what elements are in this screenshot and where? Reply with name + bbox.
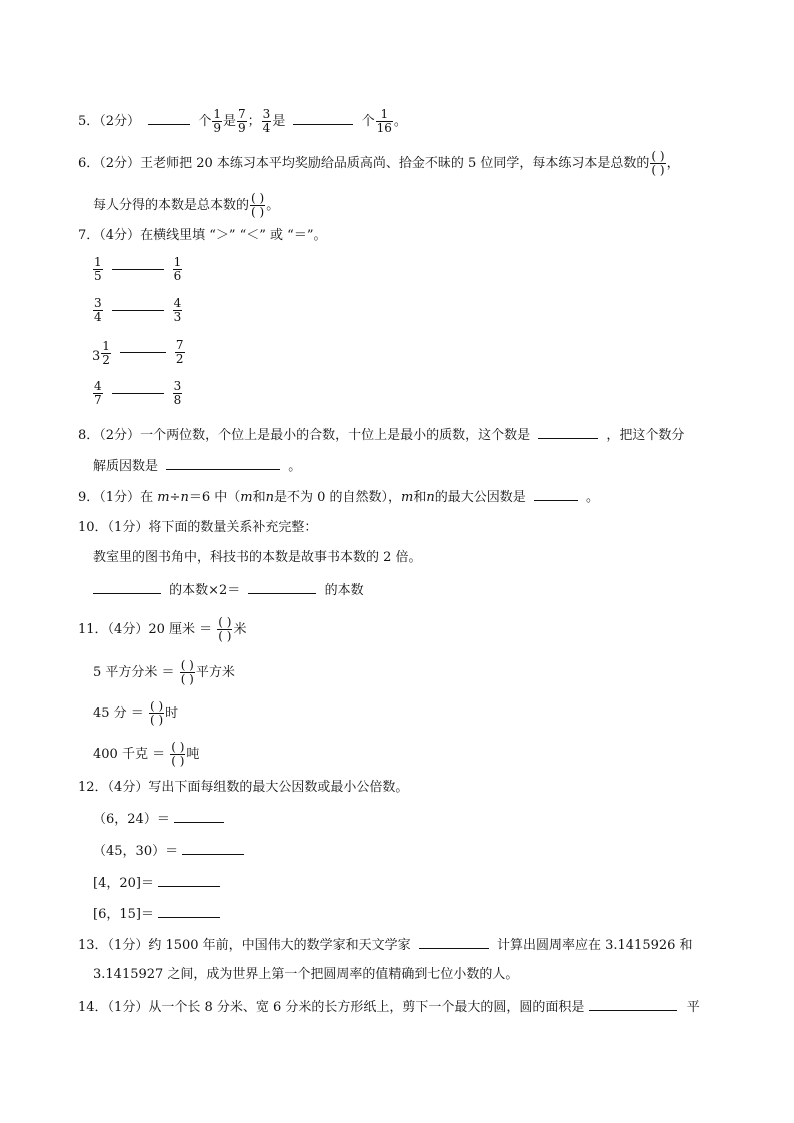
question-number: 6． [78,156,100,171]
fraction: $\frac{7}{2}$ [175,338,184,366]
question-6: 6．（2分）王老师把 20 本练习本平均奖励给品质高尚、拾金不昧的 5 位同学，每本练习本是总数的 $\frac{( )}{( )}$ ， [78,149,680,177]
question-6-cont: 每人分得的本数是总本数的 $\frac{( )}{( )}$ 。 [93,191,280,219]
conversion-item: 45 分 ＝ $\frac{( )}{( )}$ 时 [93,699,179,727]
question-number: 8． [78,428,100,443]
question-12: 12．（4分）写出下面每组数的最大公因数或最小公倍数。 [78,780,409,795]
fraction: $\frac{1}{6}$ [173,255,182,283]
answer-blank[interactable] [589,998,677,1011]
question-11: 11．（4分）20 厘米 ＝ $\frac{( )}{( )}$ 米 [78,615,247,643]
answer-blank[interactable] [158,905,220,918]
question-score: （1分） [107,520,149,535]
question-number: 13． [78,938,108,953]
answer-blank[interactable] [182,842,244,855]
compare-blank[interactable] [120,352,166,353]
gcd-lcm-item: [6，15]＝ [93,905,224,923]
question-number: 11． [78,622,108,637]
question-14: 14．（1分）从一个长 8 分米、宽 6 分米的长方形纸上，剪下一个最大的圆，圆的面积是 平 [78,1000,700,1015]
fraction: $\frac{1}{2}$ [102,338,110,367]
compare-blank[interactable] [112,269,164,270]
compare-item: 3 $\frac{1}{2}$ $\frac{7}{2}$ [92,338,184,367]
answer-blank[interactable] [174,810,224,823]
fraction: $\frac{4}{7}$ [94,379,102,407]
fraction-blank[interactable]: $\frac{( )}{( )}$ [149,699,164,727]
answer-blank[interactable] [158,874,220,887]
fraction-blank[interactable]: $\frac{( )}{( )}$ [171,740,185,768]
fraction: $\frac{4}{3}$ [173,296,182,324]
question-score: （1分） [107,938,149,953]
question-number: 9． [78,490,100,505]
answer-blank[interactable] [419,936,489,949]
fraction: $\frac{3}{4}$ [262,107,271,135]
fraction: $\frac{3}{8}$ [173,379,182,407]
question-score: （4分） [107,780,149,795]
fraction: $\frac{1}{5}$ [94,255,102,283]
conversion-item: 400 千克 ＝ $\frac{( )}{( )}$ 吨 [93,740,200,768]
question-10: 10．（1分）将下面的数量关系补充完整： [78,520,318,535]
fraction: $\frac{1}{16}$ [376,107,392,135]
question-score: （1分） [99,490,141,505]
question-8: 8．（2分）一个两位数，个位上是最小的合数，十位上是最小的质数，这个数是 ，把这个数分 [78,428,685,443]
answer-blank[interactable] [534,488,578,501]
question-10-line2: 教室里的图书角中，科技书的本数是故事书本数的 2 倍。 [93,550,422,565]
question-9: 9．（1分）在 m÷n＝6 中（m和n是不为 0 的自然数），m和n的最大公因数是 。 [78,490,600,505]
question-5: 5．（2分） 个 $\frac{1}{9}$ 是 $\frac{7}{9}$ ； $\frac{3}{4}$ 是 个 $\frac{1}{16}$ 。 [78,107,407,135]
question-number: 14． [78,1000,108,1015]
question-13-cont: 3.1415927 之间，成为世界上第一个把圆周率的值精确到七位小数的人。 [93,967,519,982]
compare-item [92,297,183,324]
fraction: $\frac{7}{9}$ [238,107,246,135]
answer-blank[interactable] [166,457,280,470]
fraction-blank[interactable]: $\frac{( )}{( )}$ [180,658,194,686]
fraction-blank[interactable]: $\frac{( )}{( )}$ [651,149,665,177]
question-score: （2分） [99,114,141,129]
question-score: （1分） [107,1000,149,1015]
question-score: （4分） [99,228,141,243]
question-score: （2分） [99,156,141,171]
question-10-line3: 的本数×2＝ 的本数 [93,581,364,599]
compare-item [92,256,183,283]
fraction: $\frac{3}{4}$ [94,296,102,324]
gcd-lcm-item: [4，20]＝ [93,874,224,892]
answer-blank[interactable] [93,581,161,594]
question-score: （2分） [99,428,141,443]
question-8-cont: 解质因数是 。 [93,459,302,474]
gcd-lcm-item: （45，30）＝ [93,842,248,860]
question-number: 5． [78,114,100,129]
answer-blank[interactable] [293,112,353,125]
conversion-item: 5 平方分米 ＝ $\frac{( )}{( )}$ 平方米 [93,658,235,686]
answer-blank[interactable] [248,581,316,594]
answer-blank[interactable] [148,112,190,125]
question-number: 12． [78,780,108,795]
compare-item [92,380,183,407]
question-score: （4分） [107,622,149,637]
fraction: $\frac{1}{9}$ [213,107,221,135]
question-13: 13．（1分）约 1500 年前，中国伟大的数学家和天文学家 计算出圆周率应在 3.1415926 和 [78,938,693,953]
fraction-blank[interactable]: $\frac{( )}{( )}$ [218,615,232,643]
fraction-blank[interactable]: $\frac{( )}{( )}$ [251,191,265,219]
question-7: 7．（4分）在横线里填 “＞” “＜” 或 “＝”。 [78,228,327,243]
question-number: 10． [78,520,108,535]
compare-blank[interactable] [112,393,164,394]
answer-blank[interactable] [538,426,598,439]
compare-blank[interactable] [112,310,164,311]
gcd-lcm-item: （6，24）＝ [93,810,228,828]
question-number: 7． [78,228,100,243]
